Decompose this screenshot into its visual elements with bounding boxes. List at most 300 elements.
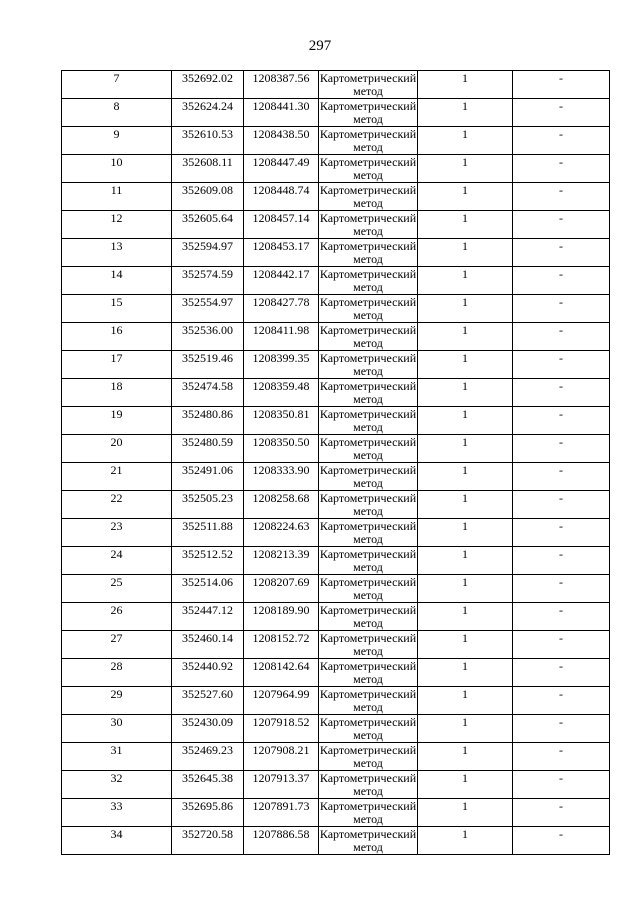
point-number-cell	[62, 71, 172, 99]
point-number-cell	[62, 771, 172, 799]
precision-cell-text: 1	[462, 799, 468, 813]
method-cell	[319, 631, 418, 659]
note-cell-text: -	[559, 575, 563, 589]
x-coordinate-cell-text: 352512.52	[182, 547, 233, 561]
method-cell	[319, 715, 418, 743]
x-coordinate-cell-text: 352519.46	[182, 351, 233, 365]
method-cell-text: Картометрический метод	[319, 295, 417, 322]
note-cell-text: -	[559, 463, 563, 477]
note-cell-text: -	[559, 295, 563, 309]
method-cell-text: Картометрический метод	[319, 743, 417, 770]
note-cell	[513, 155, 610, 183]
x-coordinate-cell	[172, 295, 244, 323]
x-coordinate-cell-text: 352554.97	[182, 295, 233, 309]
table-row	[62, 631, 610, 659]
method-cell	[319, 491, 418, 519]
precision-cell	[418, 547, 513, 575]
precision-cell-text: 1	[462, 603, 468, 617]
method-cell	[319, 211, 418, 239]
point-number-cell	[62, 99, 172, 127]
note-cell-text: -	[559, 827, 563, 841]
point-number-cell-text: 26	[110, 603, 123, 617]
x-coordinate-cell	[172, 99, 244, 127]
table-row	[62, 799, 610, 827]
note-cell-text: -	[559, 603, 563, 617]
note-cell-text: -	[559, 155, 563, 169]
precision-cell	[418, 127, 513, 155]
x-coordinate-cell-text: 352605.64	[182, 211, 233, 225]
method-cell	[319, 799, 418, 827]
precision-cell-text: 1	[462, 183, 468, 197]
note-cell	[513, 239, 610, 267]
precision-cell-text: 1	[462, 435, 468, 449]
y-coordinate-cell	[244, 99, 319, 127]
y-coordinate-cell	[244, 323, 319, 351]
x-coordinate-cell	[172, 155, 244, 183]
x-coordinate-cell	[172, 211, 244, 239]
y-coordinate-cell	[244, 771, 319, 799]
precision-cell	[418, 99, 513, 127]
note-cell	[513, 715, 610, 743]
x-coordinate-cell-text: 352536.00	[182, 323, 233, 337]
precision-cell-text: 1	[462, 687, 468, 701]
note-cell-text: -	[559, 239, 563, 253]
note-cell-text: -	[559, 127, 563, 141]
x-coordinate-cell-text: 352692.02	[182, 71, 233, 85]
x-coordinate-cell	[172, 659, 244, 687]
precision-cell	[418, 267, 513, 295]
note-cell	[513, 379, 610, 407]
precision-cell	[418, 323, 513, 351]
y-coordinate-cell	[244, 351, 319, 379]
note-cell-text: -	[559, 71, 563, 85]
table-row	[62, 407, 610, 435]
note-cell	[513, 99, 610, 127]
x-coordinate-cell-text: 352527.60	[182, 687, 233, 701]
point-number-cell-text: 27	[110, 631, 123, 645]
table-row	[62, 547, 610, 575]
point-number-cell	[62, 239, 172, 267]
x-coordinate-cell	[172, 575, 244, 603]
precision-cell-text: 1	[462, 351, 468, 365]
note-cell	[513, 211, 610, 239]
precision-cell-text: 1	[462, 659, 468, 673]
precision-cell-text: 1	[462, 323, 468, 337]
point-number-cell-text: 13	[110, 239, 123, 253]
point-number-cell	[62, 323, 172, 351]
method-cell	[319, 267, 418, 295]
y-coordinate-cell-text: 1208438.50	[252, 127, 310, 141]
y-coordinate-cell-text: 1208441.30	[252, 99, 310, 113]
y-coordinate-cell	[244, 239, 319, 267]
precision-cell	[418, 379, 513, 407]
point-number-cell-text: 15	[110, 295, 123, 309]
precision-cell-text: 1	[462, 295, 468, 309]
note-cell	[513, 491, 610, 519]
method-cell	[319, 323, 418, 351]
y-coordinate-cell	[244, 183, 319, 211]
method-cell-text: Картометрический метод	[319, 827, 417, 854]
point-number-cell	[62, 183, 172, 211]
y-coordinate-cell	[244, 267, 319, 295]
y-coordinate-cell-text: 1208258.68	[252, 491, 310, 505]
table-row	[62, 239, 610, 267]
method-cell-text: Картометрический метод	[319, 435, 417, 462]
method-cell	[319, 463, 418, 491]
method-cell-text: Картометрический метод	[319, 687, 417, 714]
x-coordinate-cell-text: 352645.38	[182, 771, 233, 785]
y-coordinate-cell-text: 1208447.49	[252, 155, 310, 169]
point-number-cell	[62, 267, 172, 295]
precision-cell-text: 1	[462, 771, 468, 785]
precision-cell-text: 1	[462, 267, 468, 281]
point-number-cell	[62, 743, 172, 771]
method-cell	[319, 239, 418, 267]
method-cell-text: Картометрический метод	[319, 575, 417, 602]
y-coordinate-cell	[244, 379, 319, 407]
point-number-cell-text: 24	[110, 547, 123, 561]
table-row	[62, 379, 610, 407]
note-cell	[513, 267, 610, 295]
point-number-cell	[62, 127, 172, 155]
table-row	[62, 491, 610, 519]
y-coordinate-cell-text: 1208453.17	[252, 239, 310, 253]
method-cell-text: Картометрический метод	[319, 715, 417, 742]
x-coordinate-cell-text: 352505.23	[182, 491, 233, 505]
point-number-cell-text: 29	[110, 687, 123, 701]
precision-cell-text: 1	[462, 239, 468, 253]
precision-cell	[418, 211, 513, 239]
point-number-cell	[62, 659, 172, 687]
x-coordinate-cell-text: 352608.11	[182, 155, 233, 169]
table-row	[62, 351, 610, 379]
y-coordinate-cell	[244, 827, 319, 855]
precision-cell-text: 1	[462, 827, 468, 841]
precision-cell	[418, 519, 513, 547]
y-coordinate-cell	[244, 743, 319, 771]
page-number: 297	[308, 38, 332, 54]
note-cell	[513, 71, 610, 99]
precision-cell-text: 1	[462, 407, 468, 421]
point-number-cell	[62, 351, 172, 379]
y-coordinate-cell	[244, 659, 319, 687]
precision-cell	[418, 295, 513, 323]
y-coordinate-cell-text: 1208142.64	[252, 659, 310, 673]
note-cell-text: -	[559, 183, 563, 197]
point-number-cell-text: 32	[110, 771, 123, 785]
y-coordinate-cell	[244, 491, 319, 519]
note-cell-text: -	[559, 267, 563, 281]
method-cell-text: Картометрический метод	[319, 463, 417, 490]
point-number-cell	[62, 631, 172, 659]
point-number-cell-text: 20	[110, 435, 123, 449]
y-coordinate-cell	[244, 631, 319, 659]
x-coordinate-cell	[172, 687, 244, 715]
note-cell-text: -	[559, 323, 563, 337]
note-cell	[513, 799, 610, 827]
method-cell-text: Картометрический метод	[319, 183, 417, 210]
table-row	[62, 519, 610, 547]
x-coordinate-cell	[172, 351, 244, 379]
x-coordinate-cell	[172, 239, 244, 267]
precision-cell	[418, 491, 513, 519]
method-cell-text: Картометрический метод	[319, 491, 417, 518]
note-cell	[513, 827, 610, 855]
method-cell	[319, 155, 418, 183]
x-coordinate-cell-text: 352695.86	[182, 799, 233, 813]
method-cell-text: Картометрический метод	[319, 799, 417, 826]
y-coordinate-cell-text: 1208350.81	[252, 407, 310, 421]
x-coordinate-cell	[172, 715, 244, 743]
note-cell	[513, 631, 610, 659]
method-cell-text: Картометрический метод	[319, 771, 417, 798]
method-cell	[319, 435, 418, 463]
precision-cell	[418, 743, 513, 771]
point-number-cell	[62, 295, 172, 323]
point-number-cell-text: 19	[110, 407, 123, 421]
point-number-cell	[62, 575, 172, 603]
note-cell-text: -	[559, 687, 563, 701]
point-number-cell-text: 28	[110, 659, 123, 673]
method-cell-text: Картометрический метод	[319, 603, 417, 630]
precision-cell-text: 1	[462, 743, 468, 757]
y-coordinate-cell	[244, 687, 319, 715]
y-coordinate-cell-text: 1208399.35	[252, 351, 310, 365]
y-coordinate-cell	[244, 407, 319, 435]
precision-cell-text: 1	[462, 715, 468, 729]
precision-cell	[418, 183, 513, 211]
y-coordinate-cell-text: 1208224.63	[252, 519, 310, 533]
point-number-cell	[62, 463, 172, 491]
table-row	[62, 127, 610, 155]
x-coordinate-cell-text: 352440.92	[182, 659, 233, 673]
x-coordinate-cell-text: 352610.53	[182, 127, 233, 141]
y-coordinate-cell-text: 1207964.99	[252, 687, 310, 701]
note-cell	[513, 519, 610, 547]
point-number-cell-text: 9	[113, 127, 120, 141]
x-coordinate-cell-text: 352609.08	[182, 183, 233, 197]
method-cell	[319, 351, 418, 379]
x-coordinate-cell	[172, 799, 244, 827]
table-row	[62, 659, 610, 687]
x-coordinate-cell-text: 352491.06	[182, 463, 233, 477]
point-number-cell-text: 25	[110, 575, 123, 589]
y-coordinate-cell	[244, 547, 319, 575]
y-coordinate-cell-text: 1207908.21	[252, 743, 310, 757]
table-row	[62, 155, 610, 183]
y-coordinate-cell	[244, 715, 319, 743]
method-cell	[319, 99, 418, 127]
y-coordinate-cell-text: 1208387.56	[252, 71, 310, 85]
table-row	[62, 211, 610, 239]
precision-cell	[418, 155, 513, 183]
note-cell	[513, 351, 610, 379]
method-cell-text: Картометрический метод	[319, 71, 417, 98]
y-coordinate-cell	[244, 519, 319, 547]
table-row	[62, 323, 610, 351]
precision-cell	[418, 351, 513, 379]
x-coordinate-cell-text: 352624.24	[182, 99, 233, 113]
point-number-cell-text: 33	[110, 799, 123, 813]
method-cell	[319, 295, 418, 323]
precision-cell	[418, 239, 513, 267]
note-cell-text: -	[559, 715, 563, 729]
x-coordinate-cell-text: 352720.58	[182, 827, 233, 841]
precision-cell-text: 1	[462, 491, 468, 505]
method-cell	[319, 771, 418, 799]
x-coordinate-cell	[172, 519, 244, 547]
method-cell-text: Картометрический метод	[319, 547, 417, 574]
x-coordinate-cell-text: 352430.09	[182, 715, 233, 729]
method-cell-text: Картометрический метод	[319, 211, 417, 238]
method-cell	[319, 743, 418, 771]
method-cell	[319, 687, 418, 715]
precision-cell-text: 1	[462, 631, 468, 645]
point-number-cell-text: 18	[110, 379, 123, 393]
point-number-cell	[62, 827, 172, 855]
y-coordinate-cell	[244, 603, 319, 631]
coordinates-table	[61, 70, 610, 855]
note-cell	[513, 407, 610, 435]
note-cell	[513, 547, 610, 575]
note-cell	[513, 463, 610, 491]
method-cell-text: Картометрический метод	[319, 239, 417, 266]
note-cell	[513, 295, 610, 323]
precision-cell	[418, 575, 513, 603]
precision-cell	[418, 827, 513, 855]
y-coordinate-cell-text: 1208411.98	[252, 323, 310, 337]
precision-cell	[418, 603, 513, 631]
y-coordinate-cell	[244, 463, 319, 491]
point-number-cell	[62, 603, 172, 631]
note-cell	[513, 771, 610, 799]
point-number-cell-text: 17	[110, 351, 123, 365]
x-coordinate-cell-text: 352574.59	[182, 267, 233, 281]
point-number-cell-text: 31	[110, 743, 123, 757]
note-cell	[513, 575, 610, 603]
x-coordinate-cell	[172, 267, 244, 295]
note-cell-text: -	[559, 435, 563, 449]
precision-cell	[418, 799, 513, 827]
x-coordinate-cell	[172, 827, 244, 855]
y-coordinate-cell-text: 1208427.78	[252, 295, 310, 309]
table-row	[62, 295, 610, 323]
method-cell	[319, 71, 418, 99]
method-cell-text: Картометрический метод	[319, 631, 417, 658]
method-cell-text: Картометрический метод	[319, 99, 417, 126]
x-coordinate-cell	[172, 743, 244, 771]
point-number-cell-text: 7	[113, 71, 120, 85]
method-cell-text: Картометрический метод	[319, 659, 417, 686]
precision-cell	[418, 771, 513, 799]
note-cell-text: -	[559, 771, 563, 785]
point-number-cell	[62, 379, 172, 407]
point-number-cell	[62, 155, 172, 183]
y-coordinate-cell	[244, 211, 319, 239]
x-coordinate-cell	[172, 435, 244, 463]
x-coordinate-cell-text: 352469.23	[182, 743, 233, 757]
y-coordinate-cell-text: 1208207.69	[252, 575, 310, 589]
note-cell-text: -	[559, 99, 563, 113]
x-coordinate-cell	[172, 323, 244, 351]
x-coordinate-cell-text: 352511.88	[182, 519, 233, 533]
point-number-cell	[62, 799, 172, 827]
point-number-cell	[62, 547, 172, 575]
point-number-cell-text: 14	[110, 267, 123, 281]
precision-cell-text: 1	[462, 211, 468, 225]
point-number-cell	[62, 407, 172, 435]
note-cell-text: -	[559, 211, 563, 225]
y-coordinate-cell-text: 1208189.90	[252, 603, 310, 617]
method-cell	[319, 827, 418, 855]
table-row	[62, 435, 610, 463]
method-cell	[319, 183, 418, 211]
precision-cell-text: 1	[462, 379, 468, 393]
y-coordinate-cell	[244, 295, 319, 323]
point-number-cell-text: 10	[110, 155, 123, 169]
note-cell	[513, 743, 610, 771]
table-row	[62, 827, 610, 855]
x-coordinate-cell	[172, 547, 244, 575]
x-coordinate-cell	[172, 183, 244, 211]
note-cell-text: -	[559, 351, 563, 365]
method-cell	[319, 575, 418, 603]
x-coordinate-cell-text: 352447.12	[182, 603, 233, 617]
method-cell	[319, 407, 418, 435]
y-coordinate-cell-text: 1208359.48	[252, 379, 310, 393]
y-coordinate-cell-text: 1208448.74	[252, 183, 310, 197]
table-row	[62, 603, 610, 631]
y-coordinate-cell	[244, 799, 319, 827]
table-row	[62, 267, 610, 295]
coordinates-table-body	[62, 71, 610, 855]
note-cell-text: -	[559, 491, 563, 505]
y-coordinate-cell	[244, 71, 319, 99]
method-cell	[319, 659, 418, 687]
y-coordinate-cell-text: 1207891.73	[252, 799, 310, 813]
method-cell	[319, 519, 418, 547]
precision-cell	[418, 463, 513, 491]
table-row	[62, 575, 610, 603]
x-coordinate-cell	[172, 71, 244, 99]
point-number-cell-text: 22	[110, 491, 123, 505]
point-number-cell-text: 16	[110, 323, 123, 337]
point-number-cell-text: 34	[110, 827, 123, 841]
method-cell-text: Картометрический метод	[319, 379, 417, 406]
precision-cell	[418, 407, 513, 435]
note-cell-text: -	[559, 631, 563, 645]
y-coordinate-cell-text: 1208152.72	[252, 631, 310, 645]
precision-cell-text: 1	[462, 547, 468, 561]
note-cell-text: -	[559, 743, 563, 757]
precision-cell	[418, 687, 513, 715]
table-row	[62, 771, 610, 799]
precision-cell	[418, 715, 513, 743]
method-cell	[319, 603, 418, 631]
x-coordinate-cell	[172, 491, 244, 519]
y-coordinate-cell-text: 1207918.52	[252, 715, 310, 729]
note-cell	[513, 127, 610, 155]
y-coordinate-cell-text: 1207886.58	[252, 827, 310, 841]
table-row	[62, 183, 610, 211]
precision-cell	[418, 631, 513, 659]
x-coordinate-cell-text: 352474.58	[182, 379, 233, 393]
method-cell	[319, 379, 418, 407]
note-cell	[513, 603, 610, 631]
point-number-cell-text: 30	[110, 715, 123, 729]
point-number-cell	[62, 519, 172, 547]
precision-cell-text: 1	[462, 575, 468, 589]
